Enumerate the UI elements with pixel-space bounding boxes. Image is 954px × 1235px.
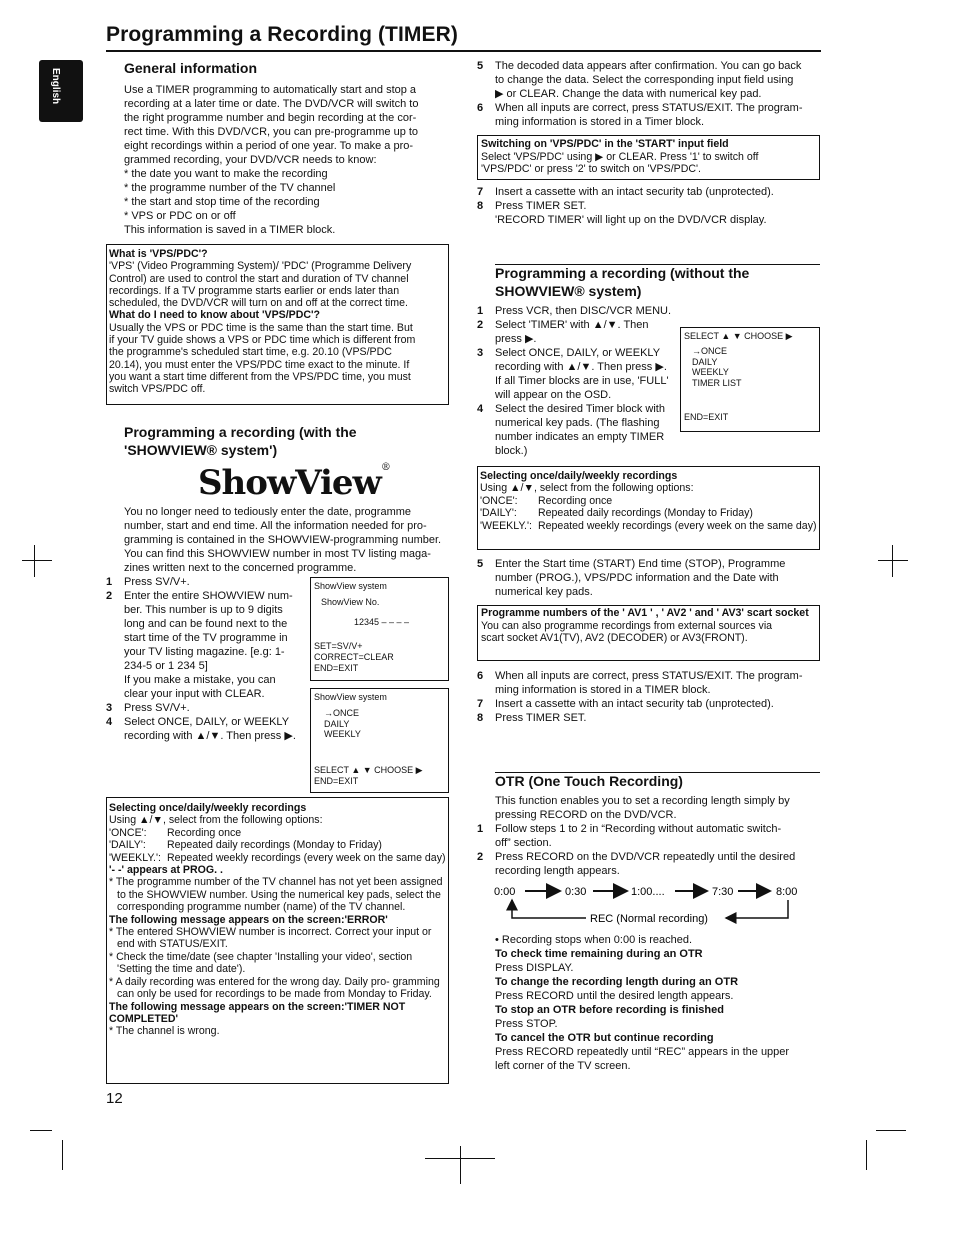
- showview-heading-line1: Programming a recording (with the: [124, 424, 357, 440]
- otr-step: [477, 822, 820, 850]
- option-key: 'ONCE':: [480, 494, 518, 507]
- otr-stage-1: 0:30: [565, 886, 587, 898]
- prog-text: * The programme number of the TV channel has not yet been assigned to the SHOWVIEW number. Using the numerical key pads, select the corresponding programme number (name) of the TV channel.: [109, 876, 443, 914]
- right-step: [477, 101, 820, 129]
- vps-question-1: What is 'VPS/PDC'?: [109, 248, 208, 260]
- screen2-option: →ONCE: [324, 707, 360, 718]
- option-row: [480, 520, 817, 532]
- error-item: * Check the time/date (see chapter 'Installing your video', section 'Setting the time and date').: [109, 950, 413, 976]
- showview-steps: [106, 575, 306, 743]
- otr-step: [477, 850, 820, 878]
- showview-logo: [198, 462, 390, 506]
- step-line: ming information is stored in a TIMER block.: [495, 684, 711, 696]
- showview-step: [106, 715, 306, 743]
- option-key: 'WEEKLY.':: [480, 519, 532, 532]
- step-line: Press TIMER SET.: [495, 200, 587, 212]
- step-line: will appear on the OSD.: [495, 389, 612, 401]
- step-line: The decoded data appears after confirmation. You can go back: [495, 60, 802, 72]
- general-line: eight recordings within a period of one year. To make a pro-: [124, 139, 414, 152]
- crop-mark: [425, 1158, 495, 1159]
- general-line: * VPS or PDC on or off: [124, 209, 236, 222]
- step-number: 5: [477, 60, 484, 72]
- otr-intro: [495, 794, 820, 822]
- page-title: Programming a Recording (TIMER): [106, 23, 458, 46]
- general-line: * the programme number of the TV channel: [124, 181, 336, 194]
- general-line: rect time. With this DVD/VCR, you can pre-programme up to: [124, 125, 419, 138]
- step-number: 3: [477, 347, 484, 359]
- otr-note-text: Press RECORD until the desired length appears.: [495, 990, 734, 1002]
- step-number: 6: [477, 670, 484, 682]
- screen2-title: ShowView system: [314, 692, 387, 702]
- showview-logo-text: ShowView: [198, 463, 381, 503]
- screen2-options: [314, 708, 445, 740]
- crop-mark: [866, 1140, 867, 1170]
- step-line: When all inputs are correct, press STATUS/EXIT. The program-: [495, 670, 803, 682]
- option-key: 'DAILY':: [480, 507, 517, 520]
- screen1-footer-line: END=EXIT: [314, 662, 359, 673]
- otr-note-heading: To stop an OTR before recording is finished: [495, 1004, 724, 1016]
- vps-answer-line: recordings. If a TV programme starts earlier or ends later than: [109, 284, 400, 297]
- screen2-footer-line: SELECT ▲ ▼ CHOOSE ▶: [314, 765, 423, 776]
- otr-heading: OTR (One Touch Recording): [495, 773, 683, 789]
- otr-stage-3: 7:30: [712, 886, 734, 898]
- error-item: * The entered SHOWVIEW number is incorrect. Correct your input or end with STATUS/EXIT.: [109, 926, 432, 951]
- select-left-using: Using ▲/▼, select from the following options:: [109, 814, 323, 827]
- step-line: Select the desired Timer block with: [495, 403, 665, 415]
- timer-screen-options: [684, 346, 816, 389]
- general-line: the right programme number and begin recording at the cor-: [124, 111, 417, 124]
- showview-intro: [124, 505, 446, 575]
- general-line: * the start and stop time of the recording: [124, 195, 320, 208]
- screen1-footer-line: SET=SV/V+: [314, 641, 363, 652]
- otr-stage-2: 1:00....: [631, 886, 665, 898]
- showview-screen-2: [310, 688, 449, 793]
- vps-question-2: What do I need to know about 'VPS/PDC'?: [109, 309, 321, 322]
- step-line: ming information is stored in a Timer block.: [495, 116, 705, 128]
- step-number: 1: [477, 823, 484, 835]
- step-line: If all Timer blocks are in use, 'FULL': [495, 375, 669, 387]
- crop-mark: [34, 545, 35, 577]
- selecting-box-left: [106, 797, 449, 1084]
- step-line: Press SV/V+.: [124, 702, 190, 714]
- otr-note-text: • Recording stops when 0:00 is reached.: [495, 934, 693, 946]
- step-line: Enter the Start time (START) End time (STOP), Programme: [495, 558, 786, 570]
- right-top-steps: [477, 59, 820, 129]
- without-step: [477, 304, 677, 318]
- step-number: 3: [106, 702, 113, 714]
- option-desc: Recording once: [167, 826, 242, 839]
- step-line: your TV listing magazine. [e.g: 1-: [124, 646, 285, 658]
- step-line: number (PROG.), VPS/PDC information and the Date with: [495, 572, 779, 584]
- step-number: 7: [477, 698, 484, 710]
- otr-return-arrow: [512, 900, 586, 918]
- showview-intro-line: gramming is contained in the SHOWVIEW-programming number.: [124, 534, 442, 546]
- step-line: Press SV/V+.: [124, 576, 190, 588]
- otr-stage-4: 8:00: [776, 886, 798, 898]
- general-section: [124, 60, 446, 237]
- vps-answer-line: Usually the VPS or PDC time is the same than the start time. But: [109, 321, 413, 334]
- step-number: 4: [106, 716, 113, 728]
- selecting-box-right: [477, 466, 820, 550]
- right-step: [477, 185, 820, 199]
- general-line: * the date you want to make the recording: [124, 167, 328, 180]
- general-heading: General information: [124, 60, 258, 76]
- showview-intro-line: You can find this SHOWVIEW number in most TV listing maga-: [124, 548, 431, 560]
- select-right-options: [480, 495, 817, 532]
- vps-switch-line: Select 'VPS/PDC' using ▶ or CLEAR. Press '1' to switch off: [481, 150, 759, 163]
- otr-intro-line: This function enables you to set a recording length simply by: [495, 795, 790, 807]
- vps-switch-heading: Switching on 'VPS/PDC' in the 'START' input field: [481, 138, 729, 150]
- option-desc: Recording once: [538, 494, 613, 507]
- without-step: [477, 318, 677, 346]
- showview-step: [106, 575, 306, 589]
- otr-note-text: Press DISPLAY.: [495, 962, 574, 974]
- step-number: 1: [477, 305, 484, 317]
- error-item: * A daily recording was entered for the wrong day. Daily pro- gramming can only be used for recordings to be made from Monday to Friday.: [109, 975, 440, 1001]
- step-number: 6: [477, 102, 484, 114]
- crop-mark: [30, 1130, 52, 1131]
- select-left-options: [109, 827, 446, 864]
- step-number: 2: [477, 319, 484, 331]
- av-heading: Programme numbers of the ' AV1 ' , ' AV2 ' and ' AV3' scart socket: [481, 607, 809, 619]
- without-steps-6-8: [477, 669, 820, 725]
- step-line: Select ONCE, DAILY, or WEEKLY: [124, 716, 290, 728]
- step-line: Follow steps 1 to 2 in “Recording without automatic switch-: [495, 823, 782, 835]
- otr-stage-0: 0:00: [494, 886, 516, 898]
- timer-screen-option: TIMER LIST: [692, 378, 742, 389]
- step-line: off” section.: [495, 837, 552, 849]
- vps-answer-line: scheduled, the DVD/VCR will turn on and off at the correct time.: [109, 297, 408, 310]
- step-line: When all inputs are correct, press STATUS/EXIT. The program-: [495, 102, 803, 114]
- general-line: Use a TIMER programming to automatically start and stop a: [124, 83, 417, 96]
- vps-answer-2: [109, 322, 446, 396]
- step-line: If you make a mistake, you can: [124, 674, 276, 686]
- option-row: [480, 495, 817, 507]
- language-tab: [39, 60, 83, 122]
- without-step: [477, 557, 820, 599]
- option-row: [109, 852, 446, 864]
- vps-switch-line: 'VPS/PDC' or press '2' to switch on 'VPS/PDC'.: [481, 163, 701, 175]
- screen1-title: ShowView system: [314, 581, 387, 591]
- general-body: [124, 83, 446, 237]
- otr-steps: [477, 822, 820, 878]
- option-key: 'DAILY':: [109, 839, 146, 852]
- option-key: 'ONCE':: [109, 826, 147, 839]
- option-row: [109, 827, 446, 839]
- select-left-heading: Selecting once/daily/weekly recordings: [109, 802, 307, 814]
- showview-heading: [124, 424, 446, 459]
- vps-answer-line: 'VPS' (Video Programming System)/ 'PDC' (Programme Delivery: [109, 260, 412, 273]
- step-line: ber. This number is up to 9 digits: [124, 604, 283, 616]
- otr-return-label: REC (Normal recording): [590, 913, 708, 925]
- crop-mark: [62, 1140, 63, 1170]
- vps-switch-text: [481, 151, 816, 176]
- without-steps: [477, 304, 677, 458]
- error-items: [109, 926, 446, 1000]
- step-line: Select ONCE, DAILY, or WEEKLY: [495, 347, 661, 359]
- without-step: [477, 711, 820, 725]
- step-line: 'RECORD TIMER' will light up on the DVD/VCR display.: [495, 214, 767, 226]
- otr-note-text: Press RECORD repeatedly until “REC” appears in the upper: [495, 1046, 790, 1058]
- timer-select-screen: [680, 327, 820, 432]
- crop-mark: [878, 560, 908, 561]
- crop-mark: [22, 560, 52, 561]
- select-right-heading: Selecting once/daily/weekly recordings: [480, 470, 678, 482]
- step-line: start time of the TV programme in: [124, 632, 288, 644]
- option-desc: Repeated weekly recordings (every week on the same day): [167, 851, 446, 864]
- showview-logo-mark: ®: [380, 462, 390, 473]
- step-line: press ▶.: [495, 333, 537, 345]
- without-heading: [495, 265, 820, 300]
- otr-note-heading: To change the recording length during an OTR: [495, 976, 739, 988]
- step-line: to change the data. Select the corresponding input field using: [495, 74, 794, 86]
- step-number: 1: [106, 576, 113, 588]
- vps-answer-line: Control) are used to control the start and duration of TV channel: [109, 272, 409, 285]
- step-line: recording with ▲/▼. Then press ▶.: [495, 361, 667, 373]
- option-row: [109, 839, 446, 851]
- right-step: [477, 199, 820, 227]
- screen2-footer-line: END=EXIT: [314, 775, 359, 786]
- step-number: 2: [106, 590, 113, 602]
- step-line: long and can be found next to the: [124, 618, 288, 630]
- step-number: 8: [477, 200, 484, 212]
- otr-intro-line: pressing RECORD on the DVD/VCR.: [495, 809, 677, 821]
- step-line: numerical key pads.: [495, 586, 593, 598]
- without-heading-line1: Programming a recording (without the: [495, 265, 750, 281]
- without-step-5: [477, 557, 820, 599]
- general-line: grammed recording, your DVD/VCR needs to know:: [124, 153, 377, 166]
- step-number: 7: [477, 186, 484, 198]
- step-line: recording with ▲/▼. Then press ▶.: [124, 730, 296, 742]
- av-text-line: You can also programme recordings from external sources via: [481, 619, 773, 632]
- step-line: numerical key pads. (The flashing: [495, 417, 660, 429]
- otr-note-text: Press STOP.: [495, 1018, 558, 1030]
- vps-switch-box: [477, 135, 820, 180]
- step-line: 234-5 or 1 234 5]: [124, 660, 208, 672]
- timer-text: * The channel is wrong.: [109, 1025, 220, 1038]
- screen2-option: DAILY: [324, 718, 350, 729]
- screen1-label: ShowView No.: [321, 596, 380, 607]
- option-key: 'WEEKLY.':: [109, 851, 161, 864]
- without-step: [477, 697, 820, 711]
- step-number: 5: [477, 558, 484, 570]
- general-line: recording at a later time or date. The DVD/VCR will switch to: [124, 97, 419, 110]
- prog-heading: '- -' appears at PROG. .: [109, 864, 223, 877]
- otr-notes: [495, 933, 820, 1073]
- step-line: ▶ or CLEAR. Change the data with numerical key pad.: [495, 88, 762, 100]
- otr-section: [495, 773, 820, 791]
- vps-answer-1: [109, 260, 446, 309]
- crop-mark: [876, 1130, 906, 1131]
- showview-screen-1: [310, 577, 449, 681]
- error-heading: The following message appears on the screen:'ERROR': [109, 913, 388, 926]
- timer-screen-footer: END=EXIT: [684, 411, 729, 422]
- showview-step: [106, 589, 306, 701]
- option-desc: Repeated daily recordings (Monday to Friday): [538, 507, 753, 520]
- option-desc: Repeated daily recordings (Monday to Friday): [167, 839, 382, 852]
- step-line: Insert a cassette with an intact security tab (unprotected).: [495, 186, 774, 198]
- showview-step: [106, 701, 306, 715]
- right-steps-7-8: [477, 185, 820, 227]
- otr-note-text: left corner of the TV screen.: [495, 1060, 631, 1072]
- step-line: clear your input with CLEAR.: [124, 688, 265, 700]
- without-step: [477, 669, 820, 697]
- screen2-footer: [314, 765, 445, 787]
- otr-note-heading: To cancel the OTR but continue recording: [495, 1032, 714, 1044]
- timer-heading: The following message appears on the screen:'TIMER NOT COMPLETED': [109, 1000, 406, 1025]
- vps-answer-line: you want a start time different from the VPS/PDC time, you must: [109, 370, 411, 383]
- vps-answer-line: if your TV guide shows a VPS or PDC time which is different from: [109, 334, 416, 347]
- showview-intro-line: number, start and end time. All the information needed for pro-: [124, 520, 427, 532]
- step-number: 4: [477, 403, 484, 415]
- step-line: recording length appears.: [495, 865, 620, 877]
- step-line: Insert a cassette with an intact security tab (unprotected).: [495, 698, 774, 710]
- otr-note-heading: To check time remaining during an OTR: [495, 948, 703, 960]
- av-text-line: scart socket AV1(TV), AV2 (DECODER) or AV3(FRONT).: [481, 632, 748, 644]
- step-line: Enter the entire SHOWVIEW num-: [124, 590, 293, 602]
- av-text: [481, 620, 816, 645]
- step-number: 8: [477, 712, 484, 724]
- step-number: 2: [477, 851, 484, 863]
- vps-answer-line: 20.14), you must enter the VPS/PDC time exact to the minute. If: [109, 358, 410, 371]
- crop-mark: [460, 1146, 461, 1184]
- title-rule: [106, 50, 821, 52]
- screen1-value: 12345 – – – –: [354, 616, 410, 627]
- step-line: Press TIMER SET.: [495, 712, 587, 724]
- timer-screen-header: SELECT ▲ ▼ CHOOSE ▶: [684, 331, 793, 341]
- otr-cycle-diagram: [490, 878, 810, 930]
- screen1-footer: [314, 641, 445, 673]
- otr-return-path: [726, 900, 788, 918]
- step-line: number indicates an empty TIMER block.): [495, 431, 665, 457]
- without-step: [477, 402, 677, 458]
- step-line: Press RECORD on the DVD/VCR repeatedly until the desired: [495, 851, 796, 863]
- page-number: 12: [106, 1090, 123, 1107]
- showview-intro-line: zines written next to the concerned programme.: [124, 562, 357, 574]
- general-line: This information is saved in a TIMER block.: [124, 223, 336, 236]
- vps-answer-line: switch VPS/PDC off.: [109, 383, 206, 396]
- showview-heading-line2: 'SHOWVIEW® system'): [124, 441, 278, 458]
- without-step: [477, 346, 677, 402]
- right-step: [477, 59, 820, 101]
- screen2-option: WEEKLY: [324, 729, 361, 740]
- language-tab-label: English: [50, 68, 61, 105]
- option-row: [480, 507, 817, 519]
- timer-screen-option: WEEKLY: [692, 367, 729, 378]
- av-scart-box: [477, 605, 820, 661]
- timer-screen-option: DAILY: [692, 356, 718, 367]
- screen1-footer-line: CORRECT=CLEAR: [314, 652, 394, 663]
- step-line: Select 'TIMER' with ▲/▼. Then: [495, 319, 649, 331]
- step-line: Press VCR, then DISC/VCR MENU.: [495, 305, 672, 317]
- crop-mark: [892, 545, 893, 577]
- showview-intro-line: You no longer need to tediously enter the date, programme: [124, 506, 412, 518]
- option-desc: Repeated weekly recordings (every week on the same day): [538, 519, 817, 532]
- vps-info-box: [106, 244, 449, 405]
- timer-screen-option: →ONCE: [692, 345, 728, 356]
- vps-answer-line: the programme's scheduled start time, e.g. 20.10 (VPS/PDC: [109, 346, 392, 359]
- without-heading-line2: SHOWVIEW® system): [495, 282, 642, 299]
- select-right-using: Using ▲/▼, select from the following options:: [480, 482, 694, 495]
